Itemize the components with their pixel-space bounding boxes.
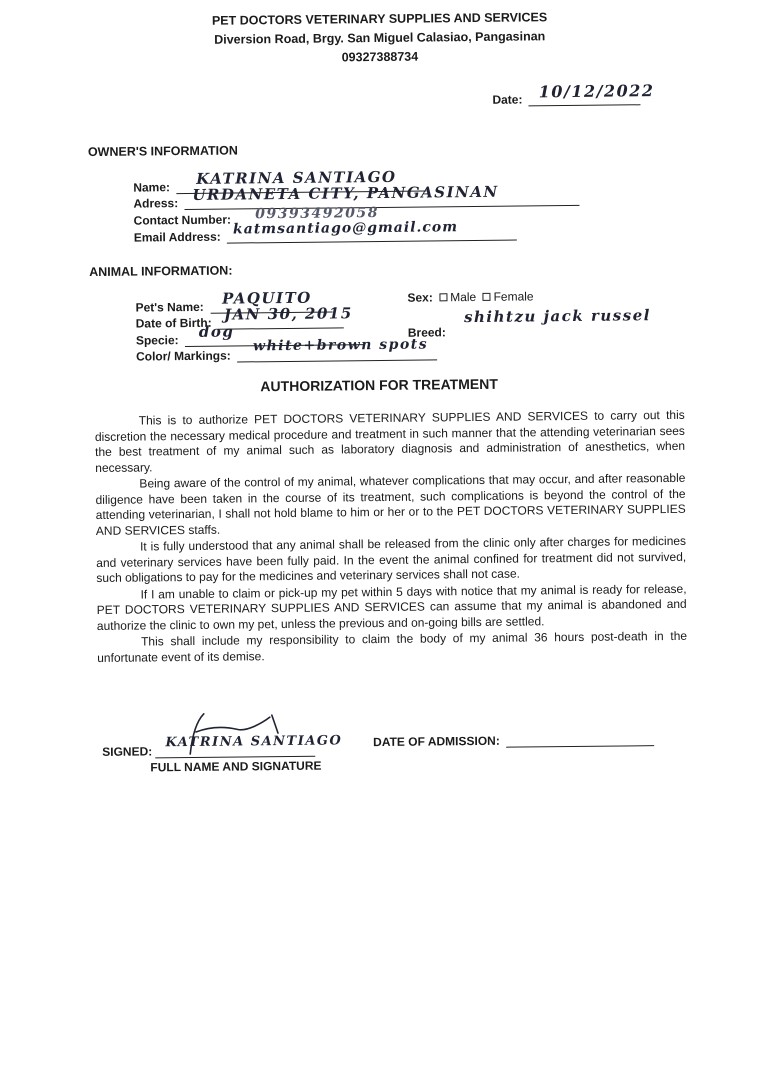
color-line [237,336,437,362]
dob-label: Date of Birth: [135,315,212,331]
animal-section-title: ANIMAL INFORMATION: [89,263,233,280]
date-line [529,81,655,106]
sex-field [407,289,533,304]
sex-male-checkbox[interactable] [439,293,447,301]
authorization-paragraph: If I am unable to claim or pick-up my pet within 5 days with notice that my animal is ready for release, PET DOCTORS VETERINARY SUPPLIES AND SERVICES can assume that my animal is abandoned and authorize the clinic to own my pet, unless the previous and on-going bills are settled. [96,581,687,633]
company-address: Diversion Road, Brgy. San Miguel Calasiao, Pangasinan [214,29,546,47]
signed-name: KATRINA SANTIAGO [165,733,343,751]
authorization-paragraph: Being aware of the control of my animal, whatever complications that may occur, and after reasonable diligence have been taken in the course of its treatment, such complications is beyond the control of the attending veterinarian, I shall not hold blame to him or her or to the PET DOCTORS VETERINARY SUPPLIES AND SERVICES staffs. [95,470,686,538]
signed-line [155,733,343,759]
breed-field [407,306,693,340]
admission-date-field [373,732,654,749]
specie-value: dog [198,322,235,341]
form-header [144,8,615,70]
authorization-title: AUTHORIZATION FOR TREATMENT [260,375,498,395]
admission-date-line [506,732,654,748]
company-phone: 09327388734 [341,49,419,65]
owner-email-line [227,219,517,244]
date-value: 10/12/2022 [538,81,655,102]
pet-name-value: PAQUITO [221,288,312,308]
signature-caption: FULL NAME AND SIGNATURE [150,758,322,775]
owner-name-value: KATRINA SANTIAGO [196,167,397,188]
authorization-body [95,408,688,667]
dob-line [218,304,353,329]
pet-name-label: Pet's Name: [135,299,204,315]
dob-value: JAN 30, 2015 [223,304,353,324]
sex-label: Sex: [407,290,433,305]
admission-date-label: DATE OF ADMISSION: [373,733,500,750]
owner-contact-label: Contact Number: [133,212,232,228]
authorization-paragraph: It is fully understood that any animal shall be released from the clinic only after charges for medicines and veterinary services have been fully paid. In the event the animal confined for treatment did not survived, such obligations to pay for the medicines and veterinary services shall not case. [96,533,687,585]
sex-female-checkbox[interactable] [482,293,490,301]
sex-male-label: Male [450,289,477,305]
specie-label: Specie: [135,333,179,348]
breed-value: shihtzu jack russel [463,306,651,327]
signed-label: SIGNED: [102,744,153,759]
authorization-paragraph: This shall include my responsibility to claim the body of my animal 36 hours post-death in the unfortunate event of its demise. [97,628,688,665]
owner-email-value: katmsantiago@gmail.com [232,219,459,238]
color-label: Color/ Markings: [135,348,231,364]
breed-line [452,306,692,340]
date-field [492,81,655,107]
breed-label: Breed: [407,325,446,340]
company-name: PET DOCTORS VETERINARY SUPPLIES AND SERVICES [211,10,548,28]
signed-field [102,733,343,759]
owner-address-label: Adress: [133,196,179,211]
owner-name-label: Name: [133,180,171,195]
owner-contact-value: 09393492058 [255,205,380,223]
authorization-paragraph: This is to authorize PET DOCTORS VETERINARY SUPPLIES AND SERVICES to carry out this discretion the necessary medical procedure and treatment in such manner that the attending veterinarian sees the best treatment of my animal such as laboratory diagnosis and administration of anesthetics, when necessary. [94,407,686,475]
date-label: Date: [492,92,523,107]
owner-address-line [184,182,579,210]
owner-address-value: URDANETA CITY, PANGASINAN [192,182,499,204]
owner-section-title: OWNER'S INFORMATION [87,143,238,160]
sex-female-label: Female [493,289,534,304]
owner-email-label: Email Address: [133,229,221,245]
color-value: white+brown spots [252,336,429,355]
